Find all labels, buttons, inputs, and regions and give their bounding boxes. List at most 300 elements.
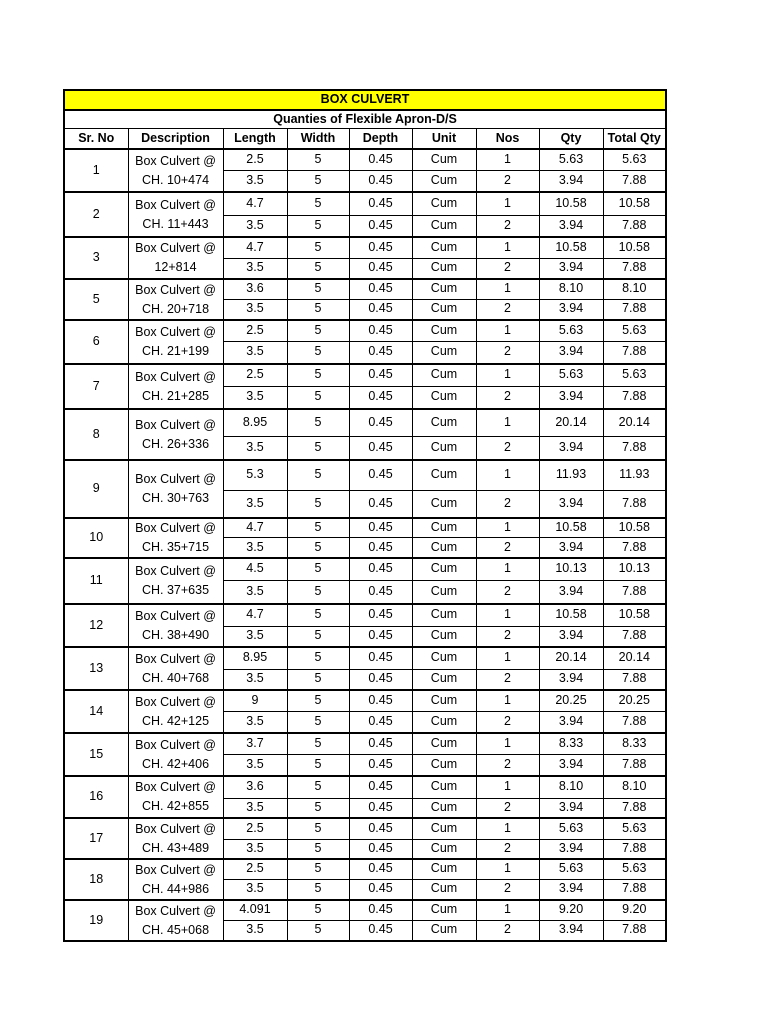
column-header-qty: Qty <box>539 129 603 150</box>
unit-cell: Cum <box>412 436 476 460</box>
width-cell: 5 <box>287 170 349 192</box>
depth-cell: 0.45 <box>349 900 412 920</box>
length-cell: 4.7 <box>223 237 287 258</box>
qty-cell: 5.63 <box>539 320 603 341</box>
description-cell <box>128 149 223 192</box>
table-row <box>64 604 666 626</box>
qty-cell: 10.58 <box>539 192 603 215</box>
description-line-1: Box Culvert @ <box>135 197 216 212</box>
total-qty-cell: 7.88 <box>603 386 666 409</box>
description-line-1: Box Culvert @ <box>135 821 216 836</box>
nos-cell: 1 <box>476 604 539 626</box>
table-row <box>64 460 666 490</box>
column-header-unit: Unit <box>412 129 476 150</box>
table-row <box>64 690 666 711</box>
length-cell: 3.5 <box>223 754 287 776</box>
sr-no-cell: 9 <box>64 460 128 518</box>
description-line-2: CH. 30+763 <box>141 491 210 505</box>
width-cell: 5 <box>287 436 349 460</box>
width-cell: 5 <box>287 818 349 839</box>
unit-cell: Cum <box>412 879 476 900</box>
table-row <box>64 647 666 669</box>
depth-cell: 0.45 <box>349 341 412 364</box>
description-line-2: CH. 38+490 <box>141 627 210 642</box>
nos-cell: 1 <box>476 320 539 341</box>
table-row <box>64 818 666 839</box>
width-cell: 5 <box>287 386 349 409</box>
qty-cell: 3.94 <box>539 669 603 690</box>
width-cell: 5 <box>287 580 349 604</box>
depth-cell: 0.45 <box>349 237 412 258</box>
unit-cell: Cum <box>412 798 476 818</box>
depth-cell: 0.45 <box>349 669 412 690</box>
sr-no-cell: 3 <box>64 237 128 279</box>
total-qty-cell: 10.13 <box>603 558 666 580</box>
description-cell <box>128 518 223 558</box>
table-row <box>64 320 666 341</box>
unit-cell: Cum <box>412 839 476 859</box>
total-qty-cell: 7.88 <box>603 258 666 279</box>
width-cell: 5 <box>287 258 349 279</box>
table-subtitle: Quanties of Flexible Apron-D/S <box>64 110 666 129</box>
nos-cell: 2 <box>476 839 539 859</box>
total-qty-cell: 7.88 <box>603 839 666 859</box>
nos-cell: 2 <box>476 669 539 690</box>
qty-cell: 11.93 <box>539 460 603 490</box>
nos-cell: 2 <box>476 537 539 558</box>
description-line-2: CH. 35+715 <box>141 540 210 554</box>
description-cell <box>128 859 223 900</box>
depth-cell: 0.45 <box>349 258 412 279</box>
table-row <box>64 733 666 754</box>
qty-cell: 10.58 <box>539 237 603 258</box>
depth-cell: 0.45 <box>349 754 412 776</box>
unit-cell: Cum <box>412 900 476 920</box>
qty-cell: 3.94 <box>539 879 603 900</box>
unit-cell: Cum <box>412 299 476 320</box>
total-qty-cell: 7.88 <box>603 170 666 192</box>
sr-no-cell: 5 <box>64 279 128 320</box>
width-cell: 5 <box>287 518 349 537</box>
column-header-row <box>64 129 666 150</box>
nos-cell: 1 <box>476 690 539 711</box>
description-cell <box>128 237 223 279</box>
unit-cell: Cum <box>412 647 476 669</box>
depth-cell: 0.45 <box>349 460 412 490</box>
description-cell <box>128 690 223 733</box>
total-qty-cell: 8.10 <box>603 776 666 798</box>
nos-cell: 1 <box>476 518 539 537</box>
qty-cell: 8.33 <box>539 733 603 754</box>
depth-cell: 0.45 <box>349 299 412 320</box>
column-header-depth: Depth <box>349 129 412 150</box>
column-header-total-qty: Total Qty <box>603 129 666 150</box>
total-qty-cell: 10.58 <box>603 518 666 537</box>
nos-cell: 1 <box>476 647 539 669</box>
column-header-description: Description <box>128 129 223 150</box>
nos-cell: 2 <box>476 580 539 604</box>
description-line-1: Box Culvert @ <box>135 903 216 918</box>
total-qty-cell: 7.88 <box>603 798 666 818</box>
width-cell: 5 <box>287 490 349 518</box>
width-cell: 5 <box>287 690 349 711</box>
depth-cell: 0.45 <box>349 215 412 237</box>
unit-cell: Cum <box>412 490 476 518</box>
total-qty-cell: 7.88 <box>603 436 666 460</box>
depth-cell: 0.45 <box>349 279 412 299</box>
description-line-1: Box Culvert @ <box>135 651 216 666</box>
qty-cell: 9.20 <box>539 900 603 920</box>
length-cell: 2.5 <box>223 818 287 839</box>
description-line-1: Box Culvert @ <box>135 564 216 578</box>
qty-cell: 3.94 <box>539 170 603 192</box>
nos-cell: 2 <box>476 920 539 941</box>
description-line-1: Box Culvert @ <box>135 780 216 794</box>
total-qty-cell: 20.14 <box>603 647 666 669</box>
width-cell: 5 <box>287 839 349 859</box>
unit-cell: Cum <box>412 580 476 604</box>
qty-cell: 20.14 <box>539 409 603 436</box>
length-cell: 3.5 <box>223 341 287 364</box>
qty-cell: 3.94 <box>539 626 603 647</box>
unit-cell: Cum <box>412 518 476 537</box>
nos-cell: 2 <box>476 754 539 776</box>
table-row <box>64 900 666 920</box>
unit-cell: Cum <box>412 460 476 490</box>
column-header-nos: Nos <box>476 129 539 150</box>
description-line-1: Box Culvert @ <box>135 153 216 168</box>
nos-cell: 1 <box>476 192 539 215</box>
qty-cell: 3.94 <box>539 215 603 237</box>
qty-cell: 3.94 <box>539 341 603 364</box>
sr-no-cell: 7 <box>64 364 128 409</box>
width-cell: 5 <box>287 460 349 490</box>
unit-cell: Cum <box>412 711 476 733</box>
column-header-sr-no: Sr. No <box>64 129 128 150</box>
qty-cell: 3.94 <box>539 798 603 818</box>
width-cell: 5 <box>287 626 349 647</box>
depth-cell: 0.45 <box>349 490 412 518</box>
sr-no-cell: 15 <box>64 733 128 776</box>
description-line-2: CH. 42+125 <box>141 713 210 728</box>
description-line-2: CH. 20+718 <box>141 301 210 316</box>
length-cell: 4.091 <box>223 900 287 920</box>
width-cell: 5 <box>287 647 349 669</box>
sr-no-cell: 6 <box>64 320 128 364</box>
length-cell: 3.5 <box>223 711 287 733</box>
description-line-2: CH. 11+443 <box>142 216 209 231</box>
unit-cell: Cum <box>412 170 476 192</box>
total-qty-cell: 7.88 <box>603 711 666 733</box>
length-cell: 4.5 <box>223 558 287 580</box>
length-cell: 3.5 <box>223 920 287 941</box>
depth-cell: 0.45 <box>349 518 412 537</box>
depth-cell: 0.45 <box>349 859 412 879</box>
qty-cell: 3.94 <box>539 754 603 776</box>
description-line-2: CH. 42+406 <box>141 756 210 771</box>
depth-cell: 0.45 <box>349 192 412 215</box>
length-cell: 4.7 <box>223 192 287 215</box>
qty-cell: 3.94 <box>539 920 603 941</box>
qty-cell: 10.58 <box>539 604 603 626</box>
table-row <box>64 776 666 798</box>
qty-cell: 3.94 <box>539 436 603 460</box>
sr-no-cell: 18 <box>64 859 128 900</box>
total-qty-cell: 7.88 <box>603 626 666 647</box>
description-cell <box>128 558 223 604</box>
qty-cell: 20.14 <box>539 647 603 669</box>
total-qty-cell: 7.88 <box>603 580 666 604</box>
qty-cell: 3.94 <box>539 711 603 733</box>
unit-cell: Cum <box>412 733 476 754</box>
sr-no-cell: 16 <box>64 776 128 818</box>
length-cell: 9 <box>223 690 287 711</box>
depth-cell: 0.45 <box>349 149 412 170</box>
unit-cell: Cum <box>412 776 476 798</box>
length-cell: 3.5 <box>223 879 287 900</box>
nos-cell: 1 <box>476 733 539 754</box>
length-cell: 3.6 <box>223 279 287 299</box>
description-line-1: Box Culvert @ <box>135 282 216 297</box>
column-header-width: Width <box>287 129 349 150</box>
description-line-2: 12+814 <box>154 260 197 274</box>
total-qty-cell: 20.25 <box>603 690 666 711</box>
unit-cell: Cum <box>412 920 476 941</box>
width-cell: 5 <box>287 237 349 258</box>
unit-cell: Cum <box>412 386 476 409</box>
nos-cell: 1 <box>476 900 539 920</box>
description-line-1: Box Culvert @ <box>135 694 216 709</box>
width-cell: 5 <box>287 149 349 170</box>
length-cell: 8.95 <box>223 409 287 436</box>
width-cell: 5 <box>287 900 349 920</box>
length-cell: 2.5 <box>223 320 287 341</box>
total-qty-cell: 7.88 <box>603 299 666 320</box>
length-cell: 3.5 <box>223 490 287 518</box>
length-cell: 3.5 <box>223 798 287 818</box>
length-cell: 3.7 <box>223 733 287 754</box>
depth-cell: 0.45 <box>349 580 412 604</box>
length-cell: 5.3 <box>223 460 287 490</box>
table-row <box>64 364 666 386</box>
length-cell: 2.5 <box>223 149 287 170</box>
description-line-2: CH. 42+855 <box>141 799 210 813</box>
qty-cell: 3.94 <box>539 386 603 409</box>
nos-cell: 1 <box>476 279 539 299</box>
qty-cell: 3.94 <box>539 580 603 604</box>
total-qty-cell: 8.10 <box>603 279 666 299</box>
qty-cell: 3.94 <box>539 839 603 859</box>
unit-cell: Cum <box>412 341 476 364</box>
length-cell: 4.7 <box>223 518 287 537</box>
description-line-2: CH. 40+768 <box>141 670 210 685</box>
sr-no-cell: 8 <box>64 409 128 460</box>
nos-cell: 1 <box>476 364 539 386</box>
sr-no-cell: 1 <box>64 149 128 192</box>
description-line-1: Box Culvert @ <box>135 369 216 384</box>
depth-cell: 0.45 <box>349 626 412 647</box>
nos-cell: 2 <box>476 215 539 237</box>
unit-cell: Cum <box>412 215 476 237</box>
description-cell <box>128 604 223 647</box>
width-cell: 5 <box>287 859 349 879</box>
total-qty-cell: 5.63 <box>603 364 666 386</box>
length-cell: 8.95 <box>223 647 287 669</box>
nos-cell: 1 <box>476 558 539 580</box>
total-qty-cell: 20.14 <box>603 409 666 436</box>
nos-cell: 1 <box>476 818 539 839</box>
qty-cell: 8.10 <box>539 776 603 798</box>
length-cell: 2.5 <box>223 859 287 879</box>
width-cell: 5 <box>287 776 349 798</box>
width-cell: 5 <box>287 192 349 215</box>
table-row <box>64 558 666 580</box>
length-cell: 3.5 <box>223 299 287 320</box>
length-cell: 3.5 <box>223 839 287 859</box>
depth-cell: 0.45 <box>349 733 412 754</box>
table-row <box>64 409 666 436</box>
qty-cell: 8.10 <box>539 279 603 299</box>
depth-cell: 0.45 <box>349 711 412 733</box>
qty-cell: 5.63 <box>539 364 603 386</box>
length-cell: 3.5 <box>223 669 287 690</box>
qty-cell: 3.94 <box>539 258 603 279</box>
description-line-2: CH. 37+635 <box>141 583 210 597</box>
description-cell <box>128 279 223 320</box>
total-qty-cell: 7.88 <box>603 754 666 776</box>
table-body <box>64 149 666 941</box>
length-cell: 3.5 <box>223 436 287 460</box>
total-qty-cell: 10.58 <box>603 237 666 258</box>
length-cell: 3.5 <box>223 258 287 279</box>
total-qty-cell: 7.88 <box>603 920 666 941</box>
depth-cell: 0.45 <box>349 320 412 341</box>
depth-cell: 0.45 <box>349 879 412 900</box>
sr-no-cell: 10 <box>64 518 128 558</box>
qty-cell: 3.94 <box>539 490 603 518</box>
unit-cell: Cum <box>412 754 476 776</box>
unit-cell: Cum <box>412 364 476 386</box>
width-cell: 5 <box>287 879 349 900</box>
depth-cell: 0.45 <box>349 170 412 192</box>
length-cell: 3.5 <box>223 386 287 409</box>
description-line-1: Box Culvert @ <box>135 737 216 752</box>
description-line-1: Box Culvert @ <box>135 417 216 432</box>
nos-cell: 1 <box>476 149 539 170</box>
width-cell: 5 <box>287 798 349 818</box>
unit-cell: Cum <box>412 690 476 711</box>
depth-cell: 0.45 <box>349 364 412 386</box>
sr-no-cell: 14 <box>64 690 128 733</box>
table-row <box>64 192 666 215</box>
description-line-2: CH. 26+336 <box>141 436 210 451</box>
total-qty-cell: 7.88 <box>603 669 666 690</box>
total-qty-cell: 8.33 <box>603 733 666 754</box>
nos-cell: 1 <box>476 859 539 879</box>
nos-cell: 2 <box>476 386 539 409</box>
unit-cell: Cum <box>412 258 476 279</box>
depth-cell: 0.45 <box>349 604 412 626</box>
unit-cell: Cum <box>412 818 476 839</box>
nos-cell: 2 <box>476 879 539 900</box>
total-qty-cell: 5.63 <box>603 818 666 839</box>
table-row <box>64 859 666 879</box>
unit-cell: Cum <box>412 859 476 879</box>
width-cell: 5 <box>287 558 349 580</box>
nos-cell: 1 <box>476 776 539 798</box>
description-cell <box>128 818 223 859</box>
unit-cell: Cum <box>412 537 476 558</box>
length-cell: 3.5 <box>223 170 287 192</box>
qty-cell: 10.13 <box>539 558 603 580</box>
qty-cell: 3.94 <box>539 537 603 558</box>
total-qty-cell: 7.88 <box>603 879 666 900</box>
unit-cell: Cum <box>412 320 476 341</box>
description-line-2: CH. 45+068 <box>141 922 210 937</box>
width-cell: 5 <box>287 754 349 776</box>
nos-cell: 1 <box>476 237 539 258</box>
table-row <box>64 149 666 170</box>
width-cell: 5 <box>287 537 349 558</box>
description-line-2: CH. 44+986 <box>141 881 210 896</box>
table-row <box>64 237 666 258</box>
description-line-1: Box Culvert @ <box>135 862 216 877</box>
total-qty-cell: 5.63 <box>603 859 666 879</box>
depth-cell: 0.45 <box>349 647 412 669</box>
length-cell: 3.5 <box>223 580 287 604</box>
description-cell <box>128 776 223 818</box>
description-cell <box>128 647 223 690</box>
unit-cell: Cum <box>412 409 476 436</box>
width-cell: 5 <box>287 341 349 364</box>
total-qty-cell: 7.88 <box>603 215 666 237</box>
depth-cell: 0.45 <box>349 386 412 409</box>
nos-cell: 2 <box>476 299 539 320</box>
total-qty-cell: 7.88 <box>603 490 666 518</box>
depth-cell: 0.45 <box>349 537 412 558</box>
sr-no-cell: 17 <box>64 818 128 859</box>
nos-cell: 2 <box>476 626 539 647</box>
description-line-1: Box Culvert @ <box>135 521 216 535</box>
total-qty-cell: 5.63 <box>603 320 666 341</box>
nos-cell: 1 <box>476 409 539 436</box>
length-cell: 2.5 <box>223 364 287 386</box>
description-cell <box>128 192 223 237</box>
total-qty-cell: 10.58 <box>603 192 666 215</box>
table-row <box>64 518 666 537</box>
quantities-table <box>63 89 667 942</box>
description-line-1: Box Culvert @ <box>135 472 216 486</box>
description-cell <box>128 409 223 460</box>
depth-cell: 0.45 <box>349 690 412 711</box>
nos-cell: 2 <box>476 436 539 460</box>
qty-cell: 3.94 <box>539 299 603 320</box>
qty-cell: 5.63 <box>539 149 603 170</box>
depth-cell: 0.45 <box>349 839 412 859</box>
sr-no-cell: 12 <box>64 604 128 647</box>
nos-cell: 2 <box>476 258 539 279</box>
depth-cell: 0.45 <box>349 920 412 941</box>
width-cell: 5 <box>287 215 349 237</box>
depth-cell: 0.45 <box>349 558 412 580</box>
unit-cell: Cum <box>412 279 476 299</box>
sr-no-cell: 2 <box>64 192 128 237</box>
depth-cell: 0.45 <box>349 409 412 436</box>
nos-cell: 2 <box>476 490 539 518</box>
qty-cell: 10.58 <box>539 518 603 537</box>
width-cell: 5 <box>287 920 349 941</box>
description-line-2: CH. 10+474 <box>141 172 210 187</box>
